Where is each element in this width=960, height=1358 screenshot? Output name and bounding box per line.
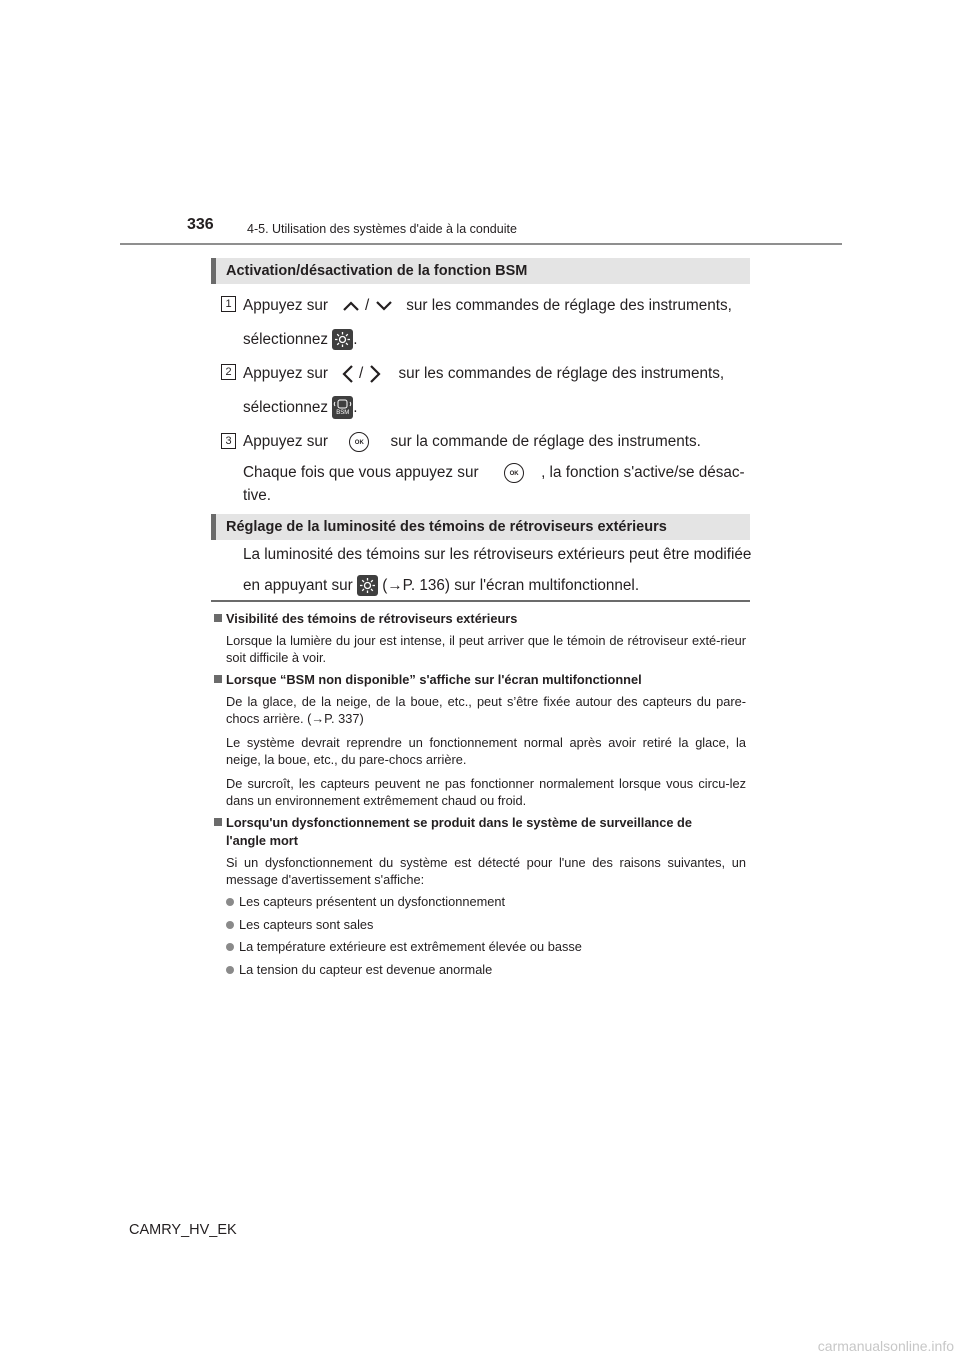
page-number: 336 bbox=[187, 216, 214, 233]
step-number-1: 1 bbox=[221, 296, 236, 312]
step-1-text-a: Appuyez sur bbox=[243, 297, 329, 314]
note-text-temperature: De surcroît, les capteurs peuvent ne pas fonctionner normalement lorsque vous circu-lez dans un environnement extrêmement chaud ou froid. bbox=[226, 776, 746, 808]
round-bullet-icon bbox=[226, 943, 234, 951]
note-text-visibility: Lorsque la lumière du jour est intense, il peut arriver que le témoin de rétroviseur exté-rieur soit difficile à voir. bbox=[226, 633, 746, 665]
step-2-text-c: sélectionnez bbox=[243, 399, 329, 416]
square-bullet-icon bbox=[214, 614, 222, 622]
list-item: La tension du capteur est devenue anormale bbox=[226, 962, 492, 977]
square-bullet-icon bbox=[214, 818, 222, 826]
chevron-left-icon bbox=[341, 364, 355, 384]
step-2-text-a: Appuyez sur bbox=[243, 365, 329, 382]
section-title-brightness: Réglage de la luminosité des témoins de rétroviseurs extérieurs bbox=[211, 514, 750, 540]
step-3-text bbox=[243, 426, 746, 506]
chevron-up-icon bbox=[341, 300, 361, 312]
bsm-icon bbox=[332, 396, 353, 419]
chapter-title: 4-5. Utilisation des systèmes d'aide à la conduite bbox=[247, 222, 517, 236]
note-title-visibility: Visibilité des témoins de rétroviseurs extérieurs bbox=[214, 611, 517, 626]
step-2-slash: / bbox=[359, 365, 364, 382]
note-title-bsm-unavailable: Lorsque “BSM non disponible” s'affiche sur l'écran multifonctionnel bbox=[214, 672, 642, 687]
bsm-icon-label: BSM bbox=[336, 410, 350, 417]
step-1-text-b: sur les commandes de réglage des instruments, bbox=[406, 297, 732, 314]
brightness-text bbox=[243, 539, 752, 601]
step-3-text-c: Chaque fois que vous appuyez sur bbox=[243, 464, 479, 481]
chevron-right-icon bbox=[368, 364, 382, 384]
step-1-text-d: . bbox=[353, 331, 358, 348]
section-title-bsm: Activation/désactivation de la fonction BSM bbox=[211, 258, 750, 284]
round-bullet-icon bbox=[226, 921, 234, 929]
settings-gear-icon-2 bbox=[357, 575, 378, 596]
list-item: Les capteurs présentent un dysfonctionnement bbox=[226, 894, 505, 909]
settings-gear-icon bbox=[332, 329, 353, 350]
step-2-text bbox=[243, 358, 746, 423]
step-1-slash: / bbox=[365, 297, 370, 314]
note-text-malfunction: Si un dysfonctionnement du système est détecté pour l'une des raisons suivantes, un message d'avertissement s'affiche: bbox=[226, 855, 746, 887]
step-1-text bbox=[243, 290, 746, 355]
round-bullet-icon bbox=[226, 966, 234, 974]
brightness-line-1: La luminosité des témoins sur les rétroviseurs extérieurs peut être modifiée bbox=[243, 546, 752, 563]
step-3-text-e: tive. bbox=[243, 487, 272, 504]
ok-button-icon: OK bbox=[349, 432, 369, 452]
step-number-3: 3 bbox=[221, 433, 236, 449]
footer-model-code: CAMRY_HV_EK bbox=[129, 1222, 237, 1238]
step-3-text-b: sur la commande de réglage des instruments. bbox=[390, 433, 701, 450]
section-divider bbox=[211, 600, 750, 602]
brightness-line-2a: en appuyant sur bbox=[243, 577, 353, 594]
round-bullet-icon bbox=[226, 898, 234, 906]
step-3-text-d: , la fonction s'active/se désac- bbox=[541, 464, 745, 481]
list-item: La température extérieure est extrêmement élevée ou basse bbox=[226, 939, 582, 954]
brightness-line-2b: (→P. 136) sur l'écran multifonctionnel. bbox=[382, 577, 640, 594]
step-3-text-a: Appuyez sur bbox=[243, 433, 329, 450]
step-1-text-c: sélectionnez bbox=[243, 331, 329, 348]
step-number-2: 2 bbox=[221, 364, 236, 380]
note-title-malfunction-2: l'angle mort bbox=[226, 833, 299, 848]
chevron-down-icon bbox=[374, 300, 394, 312]
list-item: Les capteurs sont sales bbox=[226, 917, 373, 932]
square-bullet-icon bbox=[214, 675, 222, 683]
note-text-resume: Le système devrait reprendre un fonctionnement normal après avoir retiré la glace, la neige, la boue, etc., du pare-chocs arrière. bbox=[226, 735, 746, 767]
note-text-ice: De la glace, de la neige, de la boue, etc., peut s’être fixée autour des capteurs du pare-chocs arrière. (→P. 337) bbox=[226, 694, 746, 726]
note-title-malfunction: Lorsqu'un dysfonctionnement se produit dans le système de surveillance de bbox=[214, 815, 692, 830]
step-2-text-b: sur les commandes de réglage des instruments, bbox=[398, 365, 725, 382]
header-divider bbox=[120, 243, 842, 245]
step-2-text-d: . bbox=[353, 399, 358, 416]
watermark: carmanualsonline.info bbox=[817, 1338, 954, 1354]
ok-button-icon-2: OK bbox=[504, 463, 524, 483]
